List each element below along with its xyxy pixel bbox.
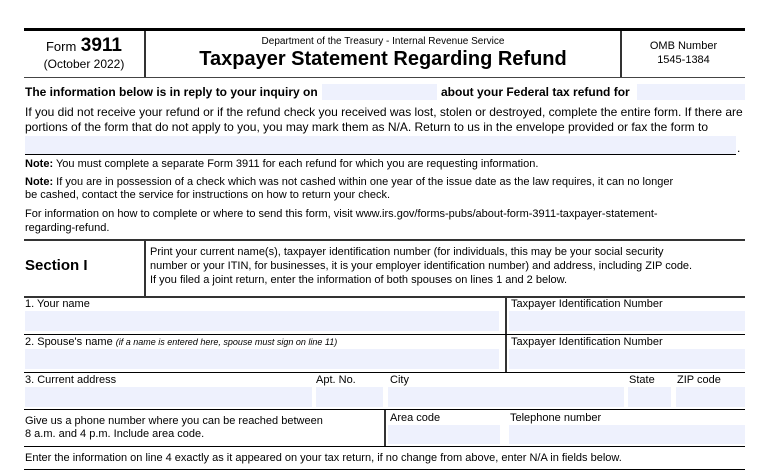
row-rule-1 xyxy=(24,334,745,335)
tin-label-1: Taxpayer Identification Number xyxy=(511,298,663,310)
agency-line: Department of the Treasury - Internal Revenue Service xyxy=(261,36,505,47)
info-line-1: For information on how to complete or where to send this form, visit www.irs.gov/forms-pubs/about-form-3911-taxpayer-statement- xyxy=(25,208,658,220)
inquiry-date-input[interactable] xyxy=(322,84,437,100)
apt-label: Apt. No. xyxy=(316,374,356,386)
row-rule-5 xyxy=(24,469,745,470)
top-rule xyxy=(24,28,745,31)
tin-input-2[interactable] xyxy=(509,349,745,369)
spouse-name-label xyxy=(25,336,337,349)
city-label: City xyxy=(390,374,409,386)
your-name-input[interactable] xyxy=(25,311,499,331)
section-instructions-line-1: Print your current name(s), taxpayer identification number (for individuals, this may be your social security xyxy=(150,246,664,258)
refund-for-label: about your Federal tax refund for xyxy=(441,85,630,99)
apt-input[interactable] xyxy=(316,387,383,407)
telephone-label: Telephone number xyxy=(510,412,602,424)
fax-underline xyxy=(25,154,736,155)
fax-period: . xyxy=(737,141,741,155)
page-title: Taxpayer Statement Regarding Refund xyxy=(199,48,567,70)
note-uncashed-check-line-2: be cashed, contact the service for instructions on how to return your check. xyxy=(25,189,391,201)
spouse-name-input[interactable] xyxy=(25,349,499,369)
instructions-line-1: If you did not receive your refund or if the refund check you received was lost, stolen or destroyed, complete the entire form. If there are xyxy=(25,105,743,119)
instructions-line-2: portions of the form that do not apply to you, you may mark them as N/A. Return to us in the envelope provided or fax the form to xyxy=(25,120,709,134)
phone-instruction-line-2: 8 a.m. and 4 p.m. Include area code. xyxy=(25,428,205,440)
row-rule-4 xyxy=(24,446,745,447)
spouse-name-note: (if a name is entered here, spouse must sign on line 11) xyxy=(115,337,338,347)
telephone-input[interactable] xyxy=(509,425,745,444)
address-input[interactable] xyxy=(25,387,312,407)
form-prefix: Form xyxy=(45,39,77,54)
tin-input-1[interactable] xyxy=(509,311,745,331)
address-label: 3. Current address xyxy=(25,374,117,386)
note-label: Note: xyxy=(25,176,54,188)
fax-number-input[interactable] xyxy=(25,136,736,154)
state-label: State xyxy=(629,374,655,386)
section-top-rule xyxy=(24,239,745,241)
phone-divider xyxy=(384,410,386,446)
tin-divider-1 xyxy=(505,297,507,336)
note-text: You must complete a separate Form 3911 for each refund for which you are requesting information. xyxy=(53,158,539,170)
tin-divider-2 xyxy=(505,335,507,373)
area-code-input[interactable] xyxy=(388,425,500,444)
section-title: Section I xyxy=(25,257,88,274)
your-name-label: 1. Your name xyxy=(25,298,90,310)
city-input[interactable] xyxy=(388,387,624,407)
note-uncashed-check xyxy=(25,176,673,189)
info-line-2: regarding-refund. xyxy=(25,222,110,234)
note-separate-form xyxy=(25,158,538,171)
spouse-name-label-text: 2. Spouse's name xyxy=(25,336,113,348)
omb-label: OMB Number xyxy=(649,40,718,52)
zip-label: ZIP code xyxy=(677,374,721,386)
tax-period-input[interactable] xyxy=(637,84,745,100)
zip-input[interactable] xyxy=(676,387,745,407)
omb-number: 1545-1384 xyxy=(657,54,710,66)
form-date: (October 2022) xyxy=(43,57,125,71)
phone-instruction-line-1: Give us a phone number where you can be reached between xyxy=(25,415,323,427)
note-text: If you are in possession of a check which was not cashed within one year of the issue date as the law requires, it can no longer xyxy=(53,176,674,188)
omb-block xyxy=(622,39,745,67)
section-instructions-line-2: number or your ITIN, for businesses, it is your employer identification number) and address, including ZIP code. xyxy=(150,260,693,272)
section-divider xyxy=(144,241,146,297)
form-number-block xyxy=(24,36,144,71)
note-label: Note: xyxy=(25,158,54,170)
header-bottom-rule xyxy=(24,77,745,78)
tin-label-2: Taxpayer Identification Number xyxy=(511,336,663,348)
state-input[interactable] xyxy=(628,387,671,407)
form-number: 3911 xyxy=(80,35,123,56)
line-4-instruction: Enter the information on line 4 exactly as it appeared on your tax return, if no change from above, enter N/A in fields below. xyxy=(25,452,622,464)
section-instructions-line-3: If you filed a joint return, enter the information of both spouses on lines 1 and 2 below. xyxy=(150,274,568,286)
area-code-label: Area code xyxy=(390,412,441,424)
inquiry-label: The information below is in reply to your inquiry on xyxy=(25,85,318,99)
row-rule-2 xyxy=(24,372,745,373)
